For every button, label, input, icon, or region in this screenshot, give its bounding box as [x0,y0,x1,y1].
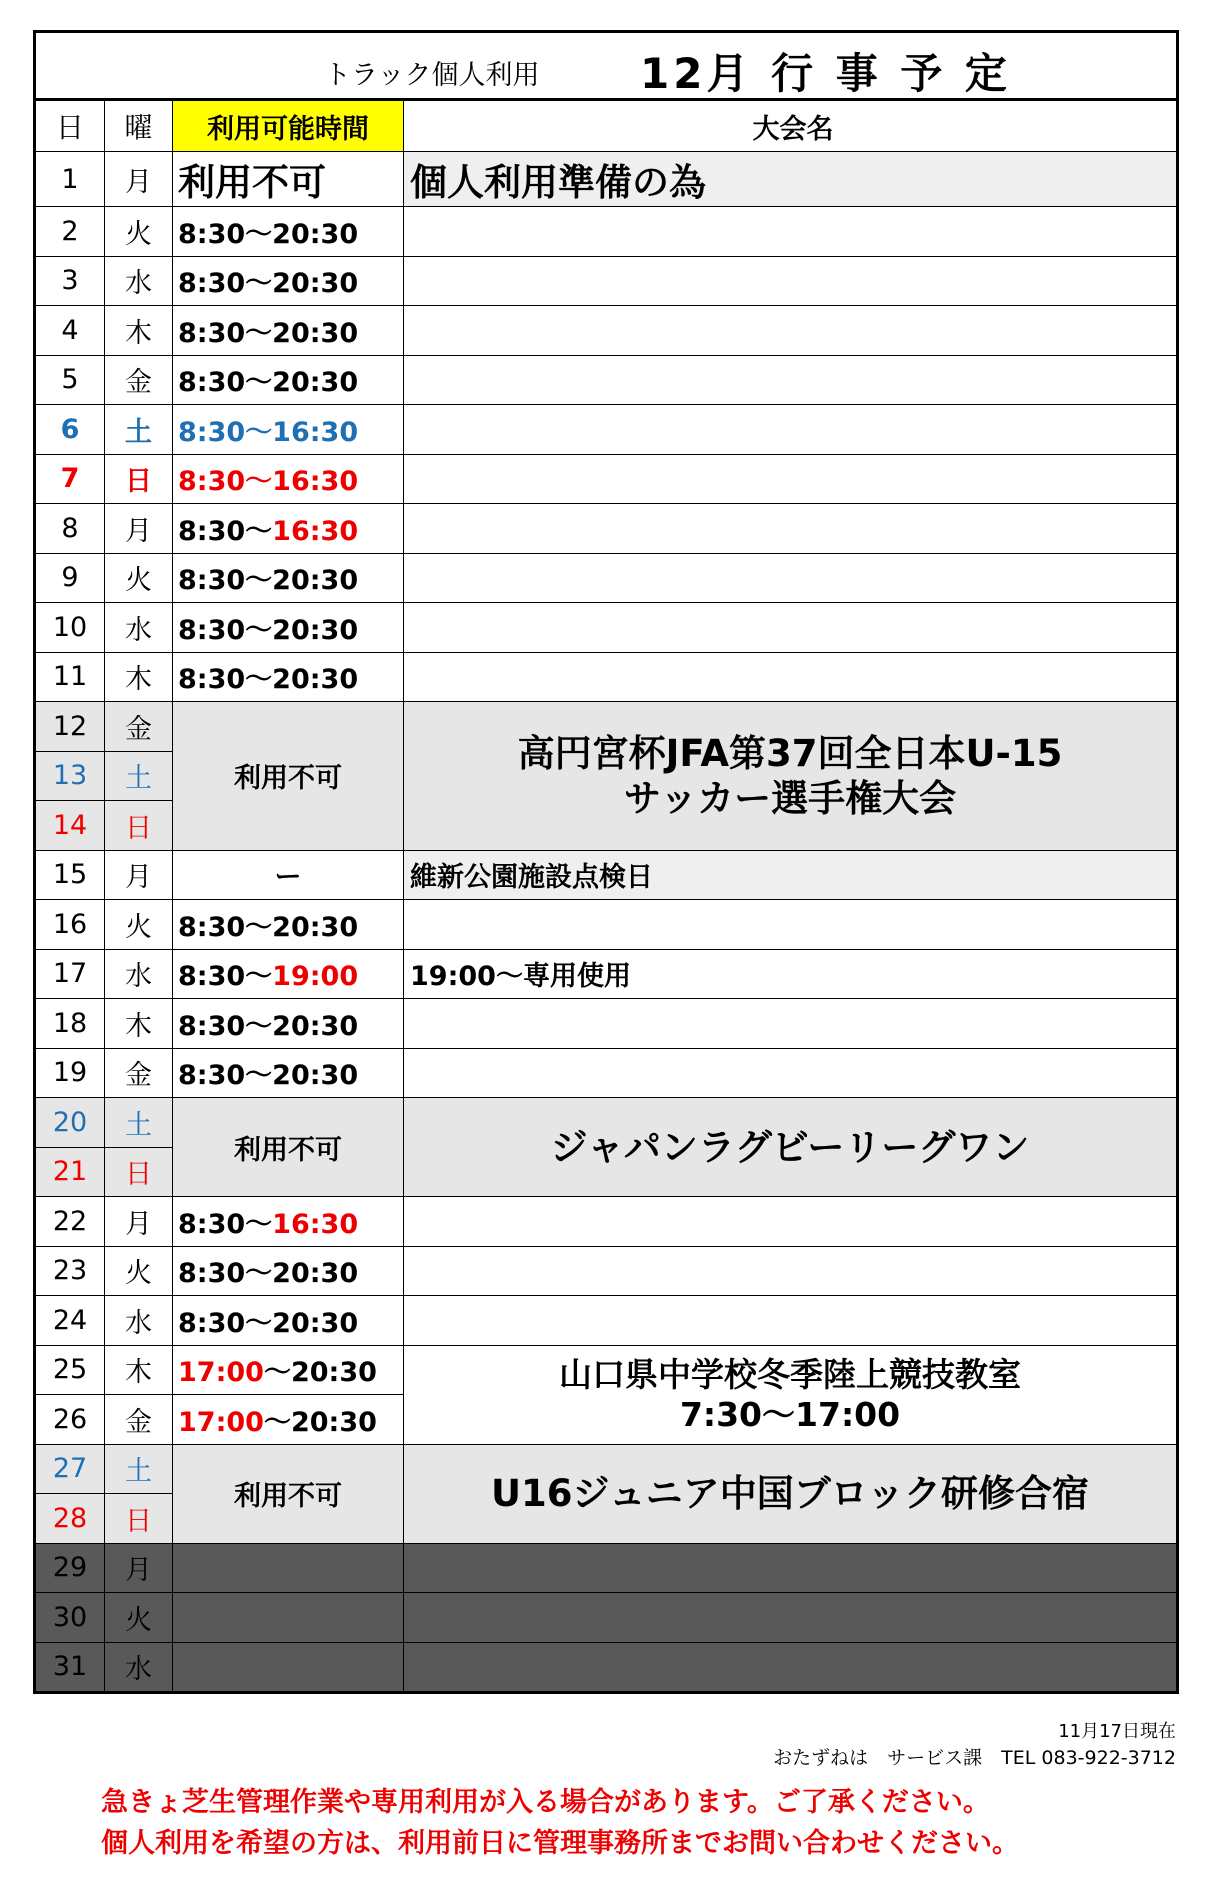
event-cell [404,256,1178,306]
event-cell [404,504,1178,554]
time-start: 17:00 [178,1406,264,1438]
time-cell [173,504,404,554]
day-cell: 10 [35,603,105,653]
time-cell [173,1593,404,1643]
weekday-cell: 月 [105,152,173,207]
weekday-cell: 水 [105,256,173,306]
notice-line-1: 急きょ芝生管理作業や専用利用が入る場合があります。ご了承ください。 [101,1787,990,1818]
day-cell: 24 [35,1296,105,1346]
weekday-cell: 月 [105,1543,173,1593]
weekday-cell: 日 [105,801,173,851]
weekday-cell: 水 [105,1642,173,1693]
table-row [35,1048,1178,1098]
day-cell: 21 [35,1147,105,1197]
time-end: 19:00 [272,961,359,993]
table-row [35,306,1178,356]
time-cell: 利用不可 [173,152,404,207]
weekday-cell: 土 [105,1444,173,1494]
day-cell: 1 [35,152,105,207]
event-cell-u15 [404,702,1178,851]
time-cell: 8:30～20:30 [173,256,404,306]
time-start: 8:30～ [178,961,273,993]
day-cell: 30 [35,1593,105,1643]
day-cell: 17 [35,949,105,999]
day-cell: 31 [35,1642,105,1693]
weekday-cell: 木 [105,1345,173,1395]
weekday-cell: 火 [105,207,173,257]
day-cell: 15 [35,850,105,900]
time-end: ～20:30 [263,1406,377,1438]
event-cell [404,355,1178,405]
day-cell: 26 [35,1395,105,1445]
col-header-weekday: 曜 [105,100,173,152]
event-cell [404,1246,1178,1296]
event-cell [404,603,1178,653]
table-row [35,1296,1178,1346]
table-row [35,1098,1178,1148]
notice-line-2: 個人利用を希望の方は、利用前日に管理事務所までお問い合わせください。 [101,1828,1019,1859]
col-header-time: 利用可能時間 [173,100,404,152]
event-line: 高円宮杯JFA第37回全日本U-15 [517,731,1063,775]
table-row [35,256,1178,306]
weekday-cell: 日 [105,1147,173,1197]
page-title: 12月 行 事 予 定 [640,49,1011,98]
event-cell [404,1197,1178,1247]
table-row [35,405,1178,455]
day-cell: 25 [35,1345,105,1395]
subtitle: トラック個人利用 [324,60,540,91]
event-line: 7:30～17:00 [679,1394,901,1434]
time-end: ～20:30 [263,1357,377,1389]
table-row [35,553,1178,603]
event-cell [404,1296,1178,1346]
event-cell: 維新公園施設点検日 [404,850,1178,900]
time-cell: 8:30～20:30 [173,1246,404,1296]
weekday-cell: 水 [105,603,173,653]
day-cell: 19 [35,1048,105,1098]
day-cell: 12 [35,702,105,752]
day-cell: 23 [35,1246,105,1296]
day-cell: 11 [35,652,105,702]
time-cell [173,1345,404,1395]
time-cell: 8:30～20:30 [173,553,404,603]
weekday-cell: 水 [105,1296,173,1346]
time-cell: 8:30～16:30 [173,454,404,504]
time-cell: 8:30～20:30 [173,652,404,702]
table-row [35,152,1178,207]
table-row [35,1345,1178,1395]
time-cell-unavailable: 利用不可 [173,1444,404,1543]
day-cell: 20 [35,1098,105,1148]
time-cell: 8:30～20:30 [173,1296,404,1346]
day-cell: 22 [35,1197,105,1247]
day-cell: 4 [35,306,105,356]
day-cell: 13 [35,751,105,801]
day-cell: 5 [35,355,105,405]
event-line: 山口県中学校冬季陸上競技教室 [559,1354,1021,1394]
weekday-cell: 木 [105,306,173,356]
event-cell [404,1048,1178,1098]
table-row [35,454,1178,504]
event-cell-rugby: ジャパンラグビーリーグワン [404,1098,1178,1197]
event-cell [404,553,1178,603]
event-cell [404,999,1178,1049]
day-cell: 3 [35,256,105,306]
weekday-cell: 月 [105,1197,173,1247]
day-cell: 27 [35,1444,105,1494]
table-row [35,355,1178,405]
time-cell [173,1197,404,1247]
time-cell [173,1543,404,1593]
table-row [35,1246,1178,1296]
time-start: 8:30～ [178,1208,273,1240]
weekday-cell: 月 [105,504,173,554]
event-cell-u16: U16ジュニア中国ブロック研修合宿 [404,1444,1178,1543]
time-cell: 8:30～20:30 [173,900,404,950]
weekday-cell: 土 [105,751,173,801]
day-cell: 8 [35,504,105,554]
weekday-cell: 水 [105,949,173,999]
time-cell-unavailable: 利用不可 [173,1098,404,1197]
header-row [35,100,1178,152]
table-row [35,1197,1178,1247]
table-row [35,1642,1178,1693]
col-header-event: 大会名 [404,100,1178,152]
title-row [33,30,1179,98]
weekday-cell: 火 [105,1593,173,1643]
event-cell-athletics [404,1345,1178,1444]
day-cell: 29 [35,1543,105,1593]
weekday-cell: 木 [105,999,173,1049]
weekday-cell: 土 [105,1098,173,1148]
event-cell: 19:00～専用使用 [404,949,1178,999]
table-row [35,603,1178,653]
time-end: 16:30 [272,1208,359,1240]
weekday-cell: 木 [105,652,173,702]
as-of-date: 11月17日現在 [1058,1721,1176,1742]
time-start: 17:00 [178,1357,264,1389]
weekday-cell: 金 [105,355,173,405]
weekday-cell: 金 [105,1395,173,1445]
time-cell: 8:30～20:30 [173,603,404,653]
event-cell [404,306,1178,356]
weekday-cell: 火 [105,900,173,950]
time-cell: 8:30～20:30 [173,207,404,257]
event-cell [404,1642,1178,1693]
weekday-cell: 日 [105,454,173,504]
table-row [35,702,1178,752]
table-row [35,1543,1178,1593]
event-cell: 個人利用準備の為 [404,152,1178,207]
time-cell [173,949,404,999]
weekday-cell: 火 [105,1246,173,1296]
day-cell: 2 [35,207,105,257]
time-cell: 8:30～20:30 [173,355,404,405]
day-cell: 6 [35,405,105,455]
table-row [35,949,1178,999]
event-cell [404,652,1178,702]
weekday-cell: 火 [105,553,173,603]
table-row [35,1593,1178,1643]
time-cell: 8:30～16:30 [173,405,404,455]
schedule-table [33,98,1179,1694]
weekday-cell: 月 [105,850,173,900]
event-cell [404,1593,1178,1643]
weekday-cell: 土 [105,405,173,455]
event-line: サッカー選手権大会 [623,776,957,820]
day-cell: 16 [35,900,105,950]
day-cell: 28 [35,1494,105,1544]
time-cell-unavailable: 利用不可 [173,702,404,851]
event-cell [404,900,1178,950]
col-header-day: 日 [35,100,105,152]
time-cell [173,1642,404,1693]
event-cell [404,1543,1178,1593]
event-cell [404,454,1178,504]
contact-info: おたずねは サービス課 TEL 083-922-3712 [773,1747,1176,1769]
time-start: 8:30～ [178,515,273,547]
table-row [35,207,1178,257]
event-cell [404,207,1178,257]
day-cell: 18 [35,999,105,1049]
weekday-cell: 金 [105,702,173,752]
schedule-sheet [33,30,1179,1694]
time-cell: 8:30～20:30 [173,999,404,1049]
table-row [35,652,1178,702]
event-cell [404,405,1178,455]
table-row [35,504,1178,554]
day-cell: 14 [35,801,105,851]
table-row [35,999,1178,1049]
time-end: 16:30 [272,515,359,547]
table-row [35,850,1178,900]
day-cell: 9 [35,553,105,603]
time-cell [173,1395,404,1445]
table-row [35,1444,1178,1494]
table-row [35,900,1178,950]
weekday-cell: 金 [105,1048,173,1098]
time-cell: 8:30～20:30 [173,1048,404,1098]
weekday-cell: 日 [105,1494,173,1544]
day-cell: 7 [35,454,105,504]
time-cell: 8:30～20:30 [173,306,404,356]
time-cell: ー [173,850,404,900]
